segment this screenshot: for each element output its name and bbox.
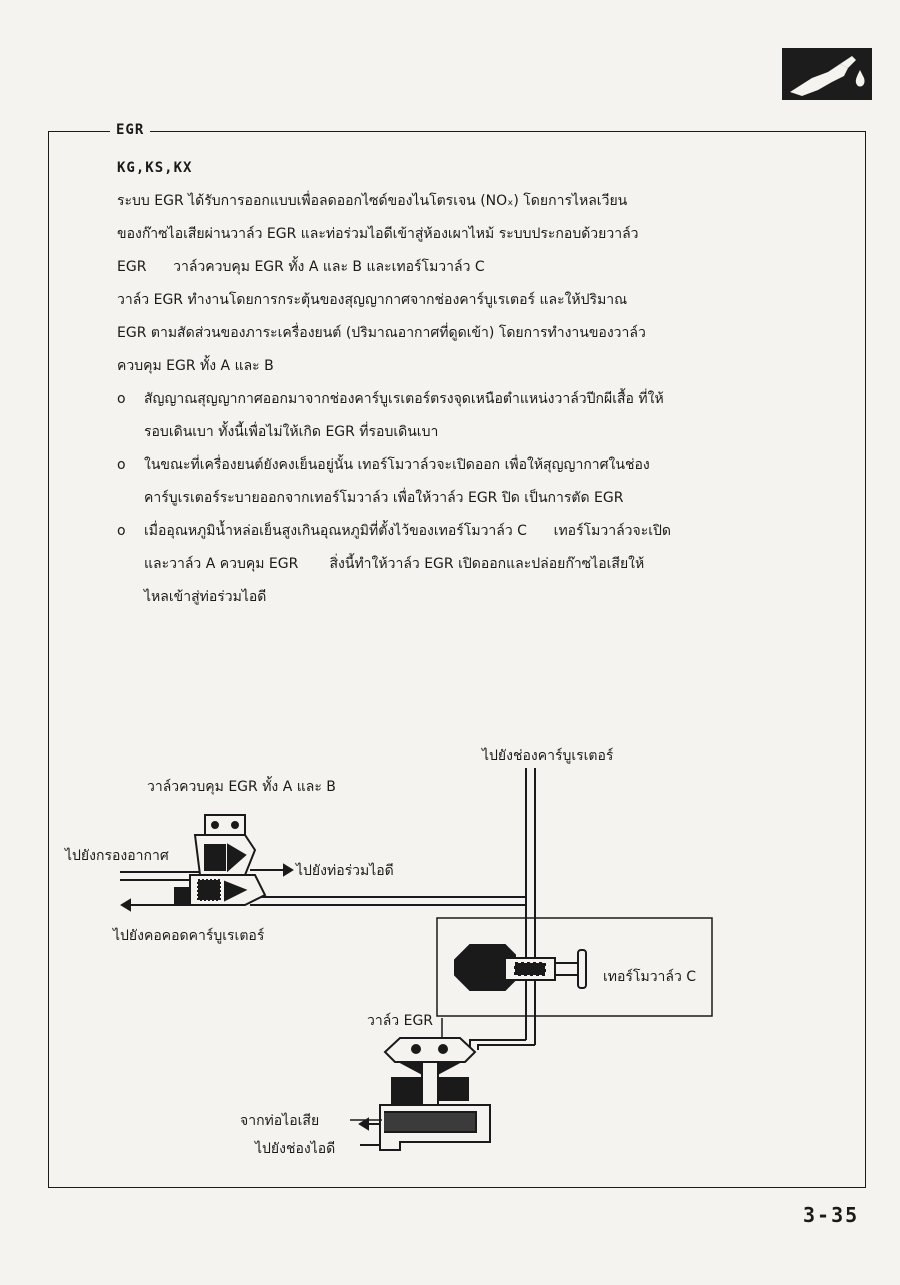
carb-throat-arrow bbox=[122, 900, 180, 910]
control-valve-ab bbox=[175, 815, 265, 905]
label-to-intake-manifold: ไปยังท่อร่วมไอดี bbox=[296, 863, 394, 879]
bullet-line: รอบเดินเบา ทั้งนี้เพื่อไม่ให้เกิด EGR ที่รอบเดินเบา bbox=[144, 424, 439, 440]
intake-manifold-arrow bbox=[250, 865, 292, 875]
label-from-exhaust: จากท่อไอเสีย bbox=[240, 1113, 320, 1129]
thermo-valve-c bbox=[455, 905, 586, 1045]
vacuum-line-horizontal bbox=[250, 897, 526, 905]
label-to-carb-port: ไปยังช่องคาร์บูเรเตอร์ bbox=[482, 748, 614, 764]
bullet-line: และวาล์ว A ควบคุม EGR สิ่งนี้ทำให้วาล์ว EGR เปิดออกและปล่อยก๊าซไอเสียให้ bbox=[144, 556, 645, 572]
label-to-carb-throat: ไปยังคอคอดคาร์บูเรเตอร์ bbox=[113, 928, 265, 944]
paragraph-line: EGR ตามสัดส่วนของภาระเครื่องยนต์ (ปริมาณอากาศที่ดูดเข้า) โดยการทำงานของวาล์ว bbox=[117, 325, 646, 341]
bullet-line: สัญญาณสุญญากาศออกมาจากช่องคาร์บูเรเตอร์ตรงจุดเหนือตำแหน่งวาล์วปีกผีเสื้อ ที่ให้ bbox=[144, 391, 664, 407]
label-egr-valve: วาล์ว EGR bbox=[367, 1013, 434, 1029]
bullet-line: ในขณะที่เครื่องยนต์ยังคงเย็นอยู่นั้น เทอร์โมวาล์วจะเปิดออก เพื่อให้สุญญากาศในช่อง bbox=[144, 457, 650, 473]
paragraph-line: ของก๊าซไอเสียผ่านวาล์ว EGR และท่อร่วมไอดีเข้าสู่ห้องเผาไหม้ ระบบประกอบด้วยวาล์ว bbox=[117, 226, 639, 242]
bullet-symbol: o bbox=[117, 457, 126, 473]
frame-title: EGR bbox=[110, 122, 150, 138]
vacuum-line-carb bbox=[526, 768, 535, 905]
air-cleaner-line bbox=[120, 872, 200, 880]
label-control-valve-ab: วาล์วควบคุม EGR ทั้ง A และ B bbox=[147, 779, 336, 795]
label-to-air-cleaner: ไปยังกรองอากาศ bbox=[65, 848, 169, 864]
bullet-line: คาร์บูเรเตอร์ระบายออกจากเทอร์โมวาล์ว เพื่อให้วาล์ว EGR ปิด เป็นการตัด EGR bbox=[144, 490, 624, 506]
model-codes: KG,KS,KX bbox=[117, 160, 193, 176]
paragraph-line: EGR วาล์วควบคุม EGR ทั้ง A และ B และเทอร์โมวาล์ว C bbox=[117, 259, 485, 275]
bullet-symbol: o bbox=[117, 523, 126, 539]
bullet-line: ไหลเข้าสู่ท่อร่วมไอดี bbox=[144, 589, 267, 605]
paragraph-line: ระบบ EGR ได้รับการออกแบบเพื่อลดออกไซด์ของไนโตรเจน (NOₓ) โดยการไหลเวียน bbox=[117, 193, 628, 209]
label-to-intake-port: ไปยังช่องไอดี bbox=[255, 1141, 336, 1157]
bullet-symbol: o bbox=[117, 391, 126, 407]
bullet-line: เมื่ออุณหภูมิน้ำหล่อเย็นสูงเกินอุณหภูมิที่ตั้งไว้ของเทอร์โมวาล์ว C เทอร์โมวาล์วจะเปิด bbox=[144, 523, 671, 539]
label-thermo-valve-c: เทอร์โมวาล์ว C bbox=[603, 969, 697, 985]
exhaust-passage bbox=[360, 1105, 490, 1150]
paragraph-line: ควบคุม EGR ทั้ง A และ B bbox=[117, 358, 274, 374]
vacuum-line-egr bbox=[470, 1040, 535, 1050]
paragraph-line: วาล์ว EGR ทำงานโดยการกระตุ้นของสุญญากาศจากช่องคาร์บูเรเตอร์ และให้ปริมาณ bbox=[117, 292, 628, 308]
page-number: 3-35 bbox=[803, 1203, 860, 1227]
